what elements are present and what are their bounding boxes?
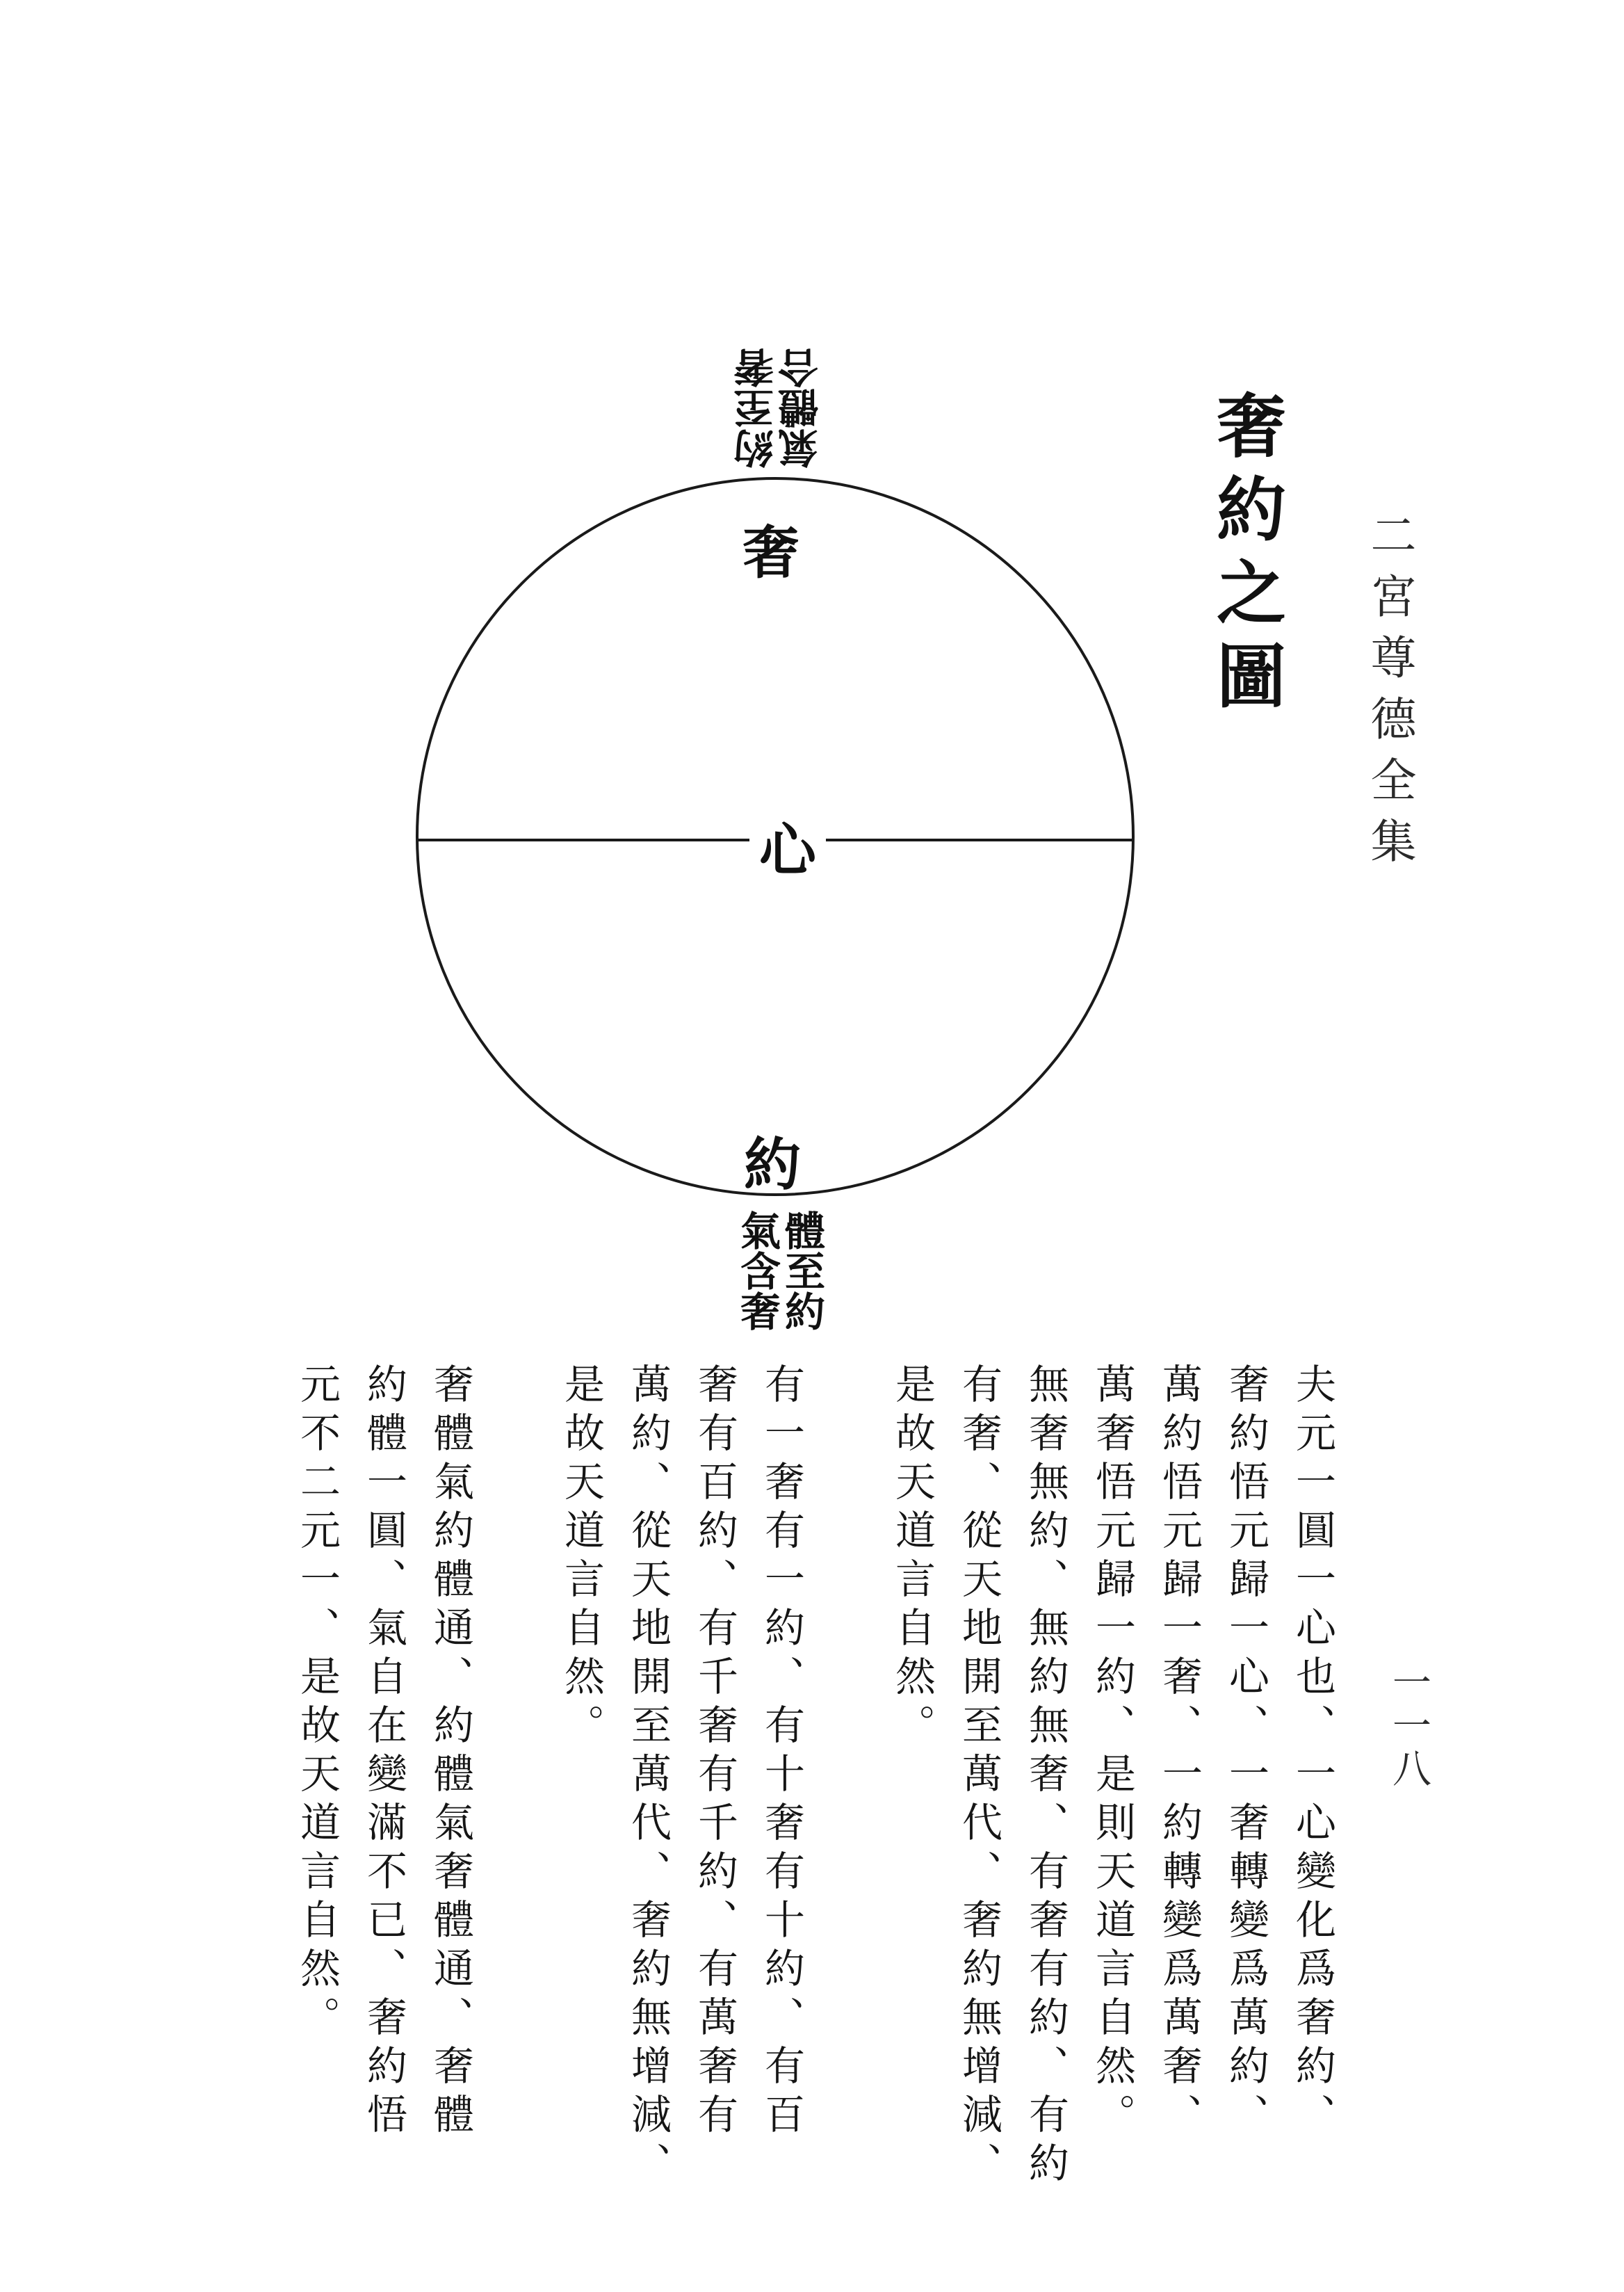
circle-char-center: 心: [749, 805, 826, 887]
text-line: 有奢、從天地開至萬代、奢約無增減、: [955, 1363, 1002, 2190]
top-label-column: 約至奢: [733, 348, 781, 469]
top-label: [733, 348, 825, 469]
book-title: 二宮尊德全集: [1363, 511, 1416, 878]
text-line: 奢體氣約體通、約體氣奢體通、奢體: [427, 1363, 474, 2142]
text-line: 萬約悟元歸一奢、一約轉變爲萬奢、: [1155, 1363, 1203, 2142]
text-line: 元不二元一、是故天道言自然。: [293, 1363, 341, 2044]
text-line: 有一奢有一約、有十奢有十約、有百: [758, 1363, 805, 2142]
paragraph-1: [1079, 1363, 1346, 2156]
paragraph-2: [879, 1363, 1079, 2190]
page-number: 一一八: [1386, 1662, 1431, 1791]
bottom-label-column: 體至約: [778, 1210, 825, 1331]
text-line: 奢有百約、有千奢有千約、有萬奢有: [691, 1363, 738, 2142]
paragraph-3: [548, 1363, 815, 2190]
text-line: 約體一圓、氣自在變滿不已、奢約悟: [360, 1363, 407, 2142]
text-line: 萬奢悟元歸一約、是則天道言自然。: [1089, 1363, 1136, 2142]
circle-char-top: 奢: [742, 519, 800, 586]
body-text: [220, 1363, 1346, 2190]
bottom-label-column: 氣含奢: [733, 1210, 781, 1331]
text-line: 萬約、從天地開至萬代、奢約無增減、: [624, 1363, 672, 2190]
paragraph-4: [284, 1363, 484, 2156]
bottom-label: [733, 1210, 825, 1331]
text-line: 無奢無約、無約無奢、有奢有約、有約: [1022, 1363, 1069, 2190]
text-line: 是故天道言自然。: [888, 1363, 936, 1752]
text-line: 夫元一圓一心也、一心變化爲奢約、: [1289, 1363, 1336, 2142]
top-label-column: 氣體合: [778, 348, 825, 469]
circle-char-bottom: 約: [744, 1131, 802, 1198]
diagram-title: 奢約之圖: [1205, 389, 1287, 723]
text-line: 奢約悟元歸一心、一奢轉變爲萬約、: [1222, 1363, 1269, 2142]
text-line: 是故天道言自然。: [558, 1363, 605, 1752]
